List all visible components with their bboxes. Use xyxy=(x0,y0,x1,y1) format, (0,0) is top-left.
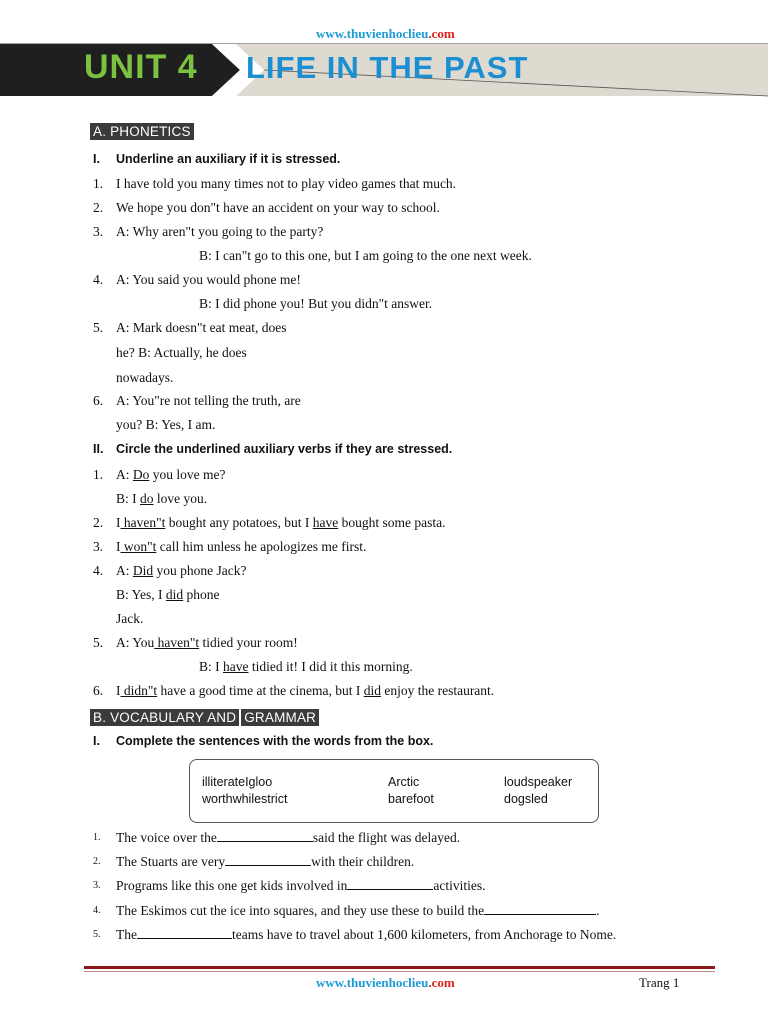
list-item: B: I do love you. xyxy=(116,491,208,506)
list-item: A: Did you phone Jack? xyxy=(116,563,247,578)
item-number: 5. xyxy=(93,635,104,650)
unit-title: LIFE IN THE PAST xyxy=(246,50,529,85)
word-option: loudspeaker xyxy=(504,775,573,789)
underlined-auxiliary[interactable]: do xyxy=(140,491,154,506)
word-option: Arctic xyxy=(388,775,420,789)
underlined-auxiliary[interactable]: Did xyxy=(132,563,154,578)
list-item: A: You"re not telling the truth, are xyxy=(116,393,301,408)
part-i-roman: I. xyxy=(93,152,100,166)
item-number: 4. xyxy=(93,563,104,578)
item-number: 2. xyxy=(93,856,101,867)
word-option: barefoot xyxy=(388,792,434,806)
footer-rule xyxy=(84,966,715,969)
list-item: B: I have tidied it! I did it this morning. xyxy=(199,659,413,674)
item-number: 4. xyxy=(93,905,101,916)
item-number: 1. xyxy=(93,832,101,843)
underlined-auxiliary[interactable]: did xyxy=(165,587,184,602)
word-option: illiterateIgloo xyxy=(202,775,273,789)
list-item: A: You haven"t tidied your room! xyxy=(116,635,298,650)
list-item: I have told you many times not to play video games that much. xyxy=(116,176,457,191)
item-number: 4. xyxy=(93,272,104,287)
list-item: A: You said you would phone me! xyxy=(116,272,301,287)
site-tld: .com xyxy=(428,26,455,41)
site-name: www.thuvienhoclieu xyxy=(316,26,429,41)
list-item: I won"t call him unless he apologizes me first. xyxy=(116,539,367,554)
list-item: The Eskimos cut the ice into squares, and they use these to build the . xyxy=(116,903,600,918)
list-item: I haven"t bought any potatoes, but I have bought some pasta. xyxy=(116,515,446,530)
footer-rule-thin xyxy=(84,971,715,972)
vocab-i-roman: I. xyxy=(93,734,100,748)
list-item: The teams have to travel about 1,600 kilometers, from Anchorage to Nome. xyxy=(116,927,617,942)
item-number: 3. xyxy=(93,880,101,891)
item-number: 1. xyxy=(93,467,104,482)
part-i-title: Underline an auxiliary if it is stressed. xyxy=(116,152,341,166)
item-number: 5. xyxy=(93,320,104,335)
site-name: www.thuvienhoclieu xyxy=(316,975,429,990)
site-tld: .com xyxy=(428,975,455,990)
item-number: 3. xyxy=(93,539,104,554)
underlined-auxiliary[interactable]: haven"t xyxy=(154,635,200,650)
underlined-auxiliary[interactable]: have xyxy=(223,659,249,674)
underlined-auxiliary[interactable]: won"t xyxy=(120,539,157,554)
underlined-auxiliary[interactable]: didn"t xyxy=(120,683,158,698)
unit-number: UNIT 4 xyxy=(84,48,198,86)
list-item: A: Do you love me? xyxy=(116,467,226,482)
underlined-auxiliary[interactable]: have xyxy=(312,515,339,530)
list-item: I didn"t have a good time at the cinema, but I did enjoy the restaurant. xyxy=(116,683,495,698)
underlined-auxiliary[interactable]: did xyxy=(363,683,381,698)
list-item: Programs like this one get kids involved in activities. xyxy=(116,878,486,893)
footer-site-link[interactable] xyxy=(316,975,455,991)
list-item: Jack. xyxy=(116,611,144,626)
answer-blank[interactable] xyxy=(484,903,596,915)
item-number: 2. xyxy=(93,200,104,215)
answer-blank[interactable] xyxy=(217,830,313,842)
part-ii-roman: II. xyxy=(93,442,104,456)
item-number: 6. xyxy=(93,393,104,408)
list-item: you? B: Yes, I am. xyxy=(116,417,216,432)
page-number: Trang 1 xyxy=(639,975,680,990)
item-number: 5. xyxy=(93,929,101,940)
item-number: 6. xyxy=(93,683,104,698)
underlined-auxiliary[interactable]: Do xyxy=(132,467,150,482)
word-option: worthwhilestrict xyxy=(202,792,288,806)
item-number: 3. xyxy=(93,224,104,239)
list-item: B: I did phone you! But you didn"t answer. xyxy=(199,296,433,311)
list-item: nowadays. xyxy=(116,370,174,385)
list-item: The Stuarts are very with their children. xyxy=(116,854,415,869)
header-site-link[interactable] xyxy=(316,26,455,42)
answer-blank[interactable] xyxy=(347,878,433,890)
word-option: dogsled xyxy=(504,792,548,806)
list-item: A: Why aren"t you going to the party? xyxy=(116,224,324,239)
list-item: B: I can"t go to this one, but I am going to the one next week. xyxy=(199,248,532,263)
list-item: he? B: Actually, he does xyxy=(116,345,247,360)
answer-blank[interactable] xyxy=(225,854,311,866)
item-number: 2. xyxy=(93,515,104,530)
section-b-heading: B. VOCABULARY AND GRAMMAR xyxy=(90,709,319,727)
list-item: B: Yes, I did phone xyxy=(116,587,220,602)
part-ii-title: Circle the underlined auxiliary verbs if they are stressed. xyxy=(116,442,453,456)
vocab-i-title: Complete the sentences with the words from the box. xyxy=(116,734,434,748)
underlined-auxiliary[interactable]: haven"t xyxy=(120,515,166,530)
list-item: A: Mark doesn"t eat meat, does xyxy=(116,320,287,335)
word-box xyxy=(189,759,599,823)
answer-blank[interactable] xyxy=(137,927,232,939)
section-a-heading: A. PHONETICS xyxy=(90,123,194,140)
list-item: We hope you don"t have an accident on your way to school. xyxy=(116,200,440,215)
item-number: 1. xyxy=(93,176,104,191)
list-item: The voice over the said the flight was delayed. xyxy=(116,830,461,845)
